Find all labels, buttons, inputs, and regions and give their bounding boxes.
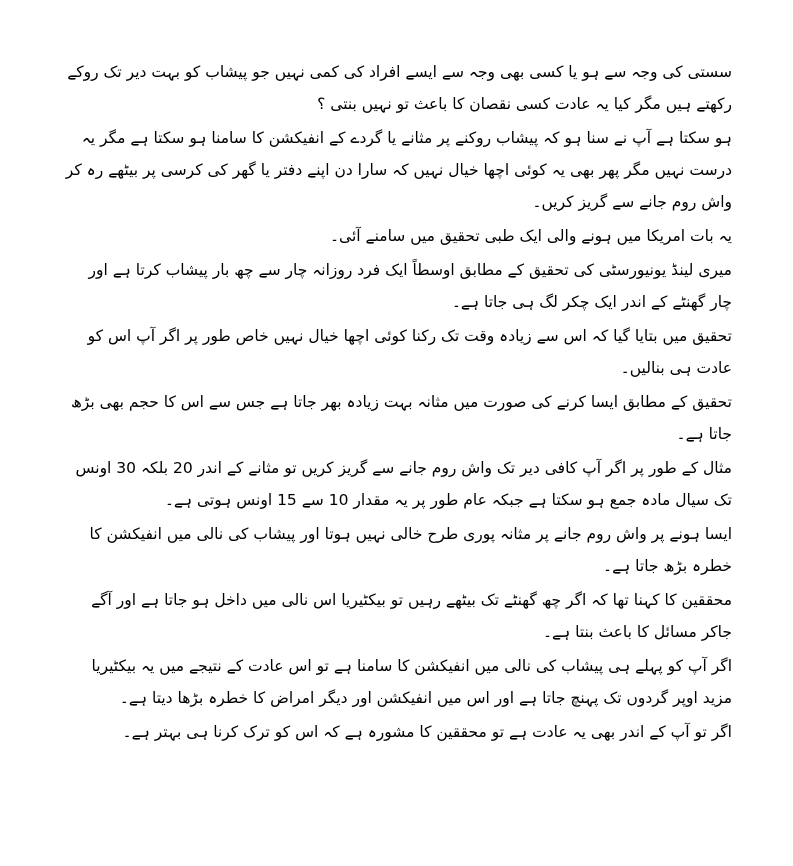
paragraph-7: مثال کے طور پر اگر آپ کافی دیر تک واش روم جانے سے گریز کریں تو مثانے کے اندر 20 بلکہ 30 اونس تک سیال مادہ جمع ہو سکتا ہے جبکہ عام طور پر یہ مقدار 10 سے 15 اونس ہوتی ہے۔ — [75, 459, 732, 509]
paragraph-9: محققین کا کہنا تھا کہ اگر چھ گھنٹے تک بیٹھے رہیں تو بیکٹیریا اس نالی میں داخل ہو جاتا ہے اور آگے جاکر مسائل کا باعث بنتا ہے۔ — [91, 591, 732, 641]
paragraph-10: اگر آپ کو پہلے ہی پیشاب کی نالی میں انفیکشن کا سامنا ہے تو اس عادت کے نتیجے میں یہ بیکٹیریا مزید اوپر گردوں تک پہنچ جاتا ہے اور اس میں انفیکشن اور دیگر امراض کا خطرہ بڑھا دیتا ہے۔ — [91, 657, 732, 707]
paragraph-11: اگر تو آپ کے اندر بھی یہ عادت ہے تو محققین کا مشورہ ہے کہ اس کو ترک کرنا ہی بہتر ہے۔ — [122, 723, 732, 741]
paragraph-3: یہ بات امریکا میں ہونے والی ایک طبی تحقیق میں سامنے آئی۔ — [329, 227, 732, 245]
article-body — [62, 56, 732, 750]
paragraph-2: ہو سکتا ہے آپ نے سنا ہو کہ پیشاب روکنے پر مثانے یا گردے کے انفیکشن کا سامنا ہو سکتا ہے مگر یہ درست نہیں مگر پھر بھی یہ کوئی اچھا خیال نہیں کہ سارا دن اپنے دفتر یا گھر کی کرسی پر بیٹھے رہ کر واش روم جانے سے گریز کریں۔ — [65, 129, 732, 211]
paragraph-6: تحقیق کے مطابق ایسا کرنے کی صورت میں مثانہ بہت زیادہ بھر جاتا ہے جس سے اس کا حجم بھی بڑھ جاتا ہے۔ — [70, 393, 732, 443]
paragraph-1: سستی کی وجہ سے ہو یا کسی بھی وجہ سے ایسے افراد کی کمی نہیں جو پیشاب کو بہت دیر تک روکے رکھتے ہیں مگر کیا یہ عادت کسی نقصان کا باعث تو نہیں بنتی ؟ — [67, 63, 732, 113]
paragraph-5: تحقیق میں بتایا گیا کہ اس سے زیادہ وقت تک رکنا کوئی اچھا خیال نہیں خاص طور پر اگر آپ اس کو عادت ہی بنالیں۔ — [87, 327, 732, 377]
paragraph-8: ایسا ہونے پر واش روم جانے پر مثانہ پوری طرح خالی نہیں ہوتا اور پیشاب کی نالی میں انفیکشن کا خطرہ بڑھ جاتا ہے۔ — [89, 525, 732, 575]
paragraph-4: میری لینڈ یونیورسٹی کی تحقیق کے مطابق اوسطاً ایک فرد روزانہ چار سے چھ بار پیشاب کرتا ہے اور چار گھنٹے کے اندر ایک چکر لگ ہی جاتا ہے۔ — [88, 261, 732, 311]
